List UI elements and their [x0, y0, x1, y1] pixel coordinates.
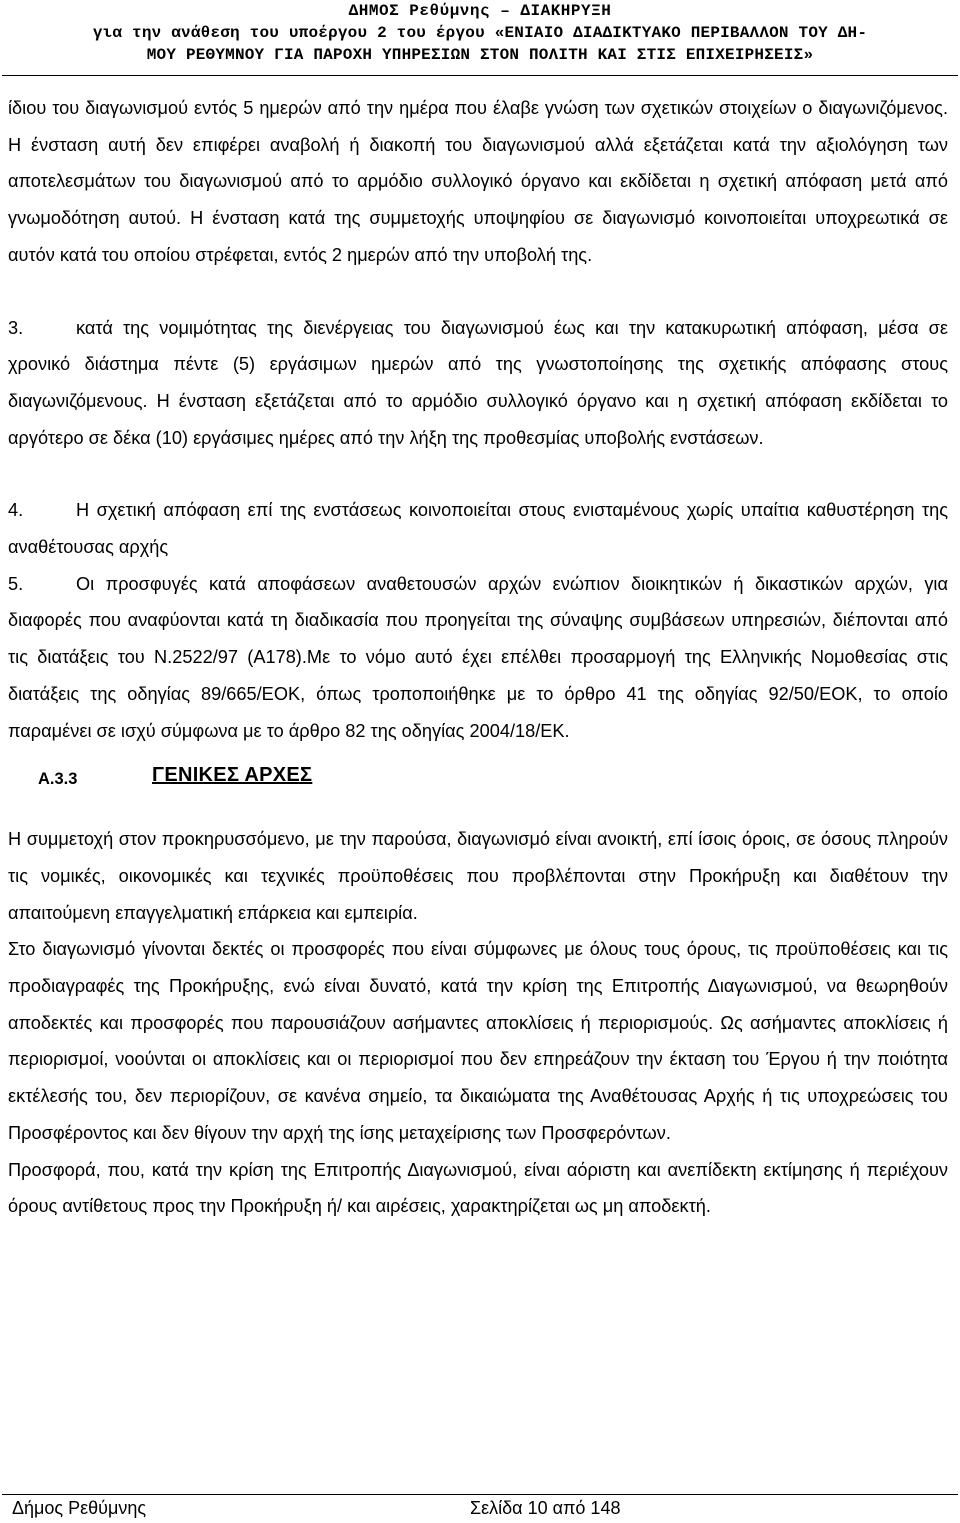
header-subtitle-line-1: για την ανάθεση του υποέργου 2 του έργου «ΕΝΙΑΙΟ ΔΙΑΔΙΚΤΥΑΚΟ ΠΕΡΙΒΑΛΛΟΝ ΤΟΥ ΔΗ-: [92, 24, 868, 42]
spacer: [8, 274, 948, 310]
footer-divider: [2, 1494, 958, 1495]
list-item-number: 3.: [8, 317, 24, 338]
header-subtitle-line-2: ΜΟΥ ΡΕΘΥΜΝΟΥ ΓΙΑ ΠΑΡΟΧΗ ΥΠΗΡΕΣΙΩΝ ΣΤΟΝ ΠΟΛΙΤΗ ΚΑΙ ΣΤΙΣ ΕΠΙΧΕΙΡΗΣΕΙΣ»: [146, 46, 814, 64]
list-item-text: Η σχετική απόφαση επί της ενστάσεως κοινοποιείται στους ενισταμένους χωρίς υπαίτια καθυστέρηση της αναθέτουσας αρχής: [8, 500, 948, 558]
spacer: [8, 456, 948, 492]
paragraph-general-1: Η συμμετοχή στον προκηρυσσόμενο, με την παρούσα, διαγωνισμό είναι ανοικτή, επί ίσοις όροις, σε όσους πληρούν τις νομικές, οικονομικές και τεχνικές προϋποθέσεις που προβλέπονται στην Προκήρυξη και διαθέτουν την απαιτούμενη επαγγελματική επάρκεια και εμπειρία.: [8, 829, 948, 923]
section-title: ΓΕΝΙΚΕΣ ΑΡΧΕΣ: [152, 764, 313, 787]
list-item-4: [8, 492, 948, 565]
list-item-5: [8, 566, 948, 750]
header-title: ΔΗΜΟΣ Ρεθύμνης – ΔΙΑΚΗΡΥΞΗ: [348, 2, 612, 20]
document-body: [8, 90, 948, 1225]
list-item-3: [8, 310, 948, 457]
section-number: Α.3.3: [38, 770, 78, 789]
list-item-text: κατά της νομιμότητας της διενέργειας του διαγωνισμού έως και την κατακυρωτική απόφαση, μέσα σε χρονικό διάστημα πέντε (5) εργάσιμων ημερών από της γνωστοποίησης της σχετικής απόφασης στους διαγωνιζόμενους. Η ένσταση εξετάζεται από το αρμόδιο συλλογικό όργανο και η σχετική απόφαση εκδίδεται το αργότερο σε δέκα (10) εργάσιμες ημέρες από την λήξη της προθεσμίας υποβολής ενστάσεων.: [8, 317, 948, 448]
footer-municipality: Δήμος Ρεθύμνης: [12, 1498, 147, 1518]
section-heading: [8, 749, 948, 805]
list-item-text: Οι προσφυγές κατά αποφάσεων αναθετουσών αρχών ενώπιον διοικητικών ή δικαστικών αρχών, για διαφορές που αναφύονται κατά τη διαδικασία που προηγείται της σύναψης συμβάσεων υπηρεσιών, διέπονται από τις διατάξεις του Ν.2522/97 (Α178).Με το νόμο αυτό έχει επέλθει προσαρμογή της Ελληνικής Νομοθεσίας στις διατάξεις της οδηγίας 89/665/ΕΟΚ, όπως τροποποιήθηκε με το όρθρο 41 της οδηγίας 92/50/ΕΟΚ, το οποίο παραμένει σε ισχύ σύμφωνα με το άρθρο 82 της οδηγίας 2004/18/ΕΚ.: [8, 573, 948, 741]
paragraph-general-3: Προσφορά, που, κατά την κρίση της Επιτροπής Διαγωνισμού, είναι αόριστη και ανεπίδεκτη εκτίμησης ή περιέχουν όρους αντίθετους προς την Προκήρυξη ή/ και αιρέσεις, χαρακτηρίζεται ως μη αποδεκτή.: [8, 1159, 948, 1217]
header-divider: [2, 75, 958, 76]
page-header: [0, 0, 960, 66]
paragraph-objection-continued: ίδιου του διαγωνισμού εντός 5 ημερών από την ημέρα που έλαβε γνώση των σχετικών στοιχείων ο διαγωνιζόμενος. Η ένσταση αυτή δεν επιφέρει αναβολή ή διακοπή του διαγωνισμού αλλά εξετάζεται κατά την αξιολόγηση των αποτελεσμάτων του διαγωνισμού από το αρμόδιο συλλογικό όργανο και εκδίδεται η σχετική απόφαση μετά από γνωμοδότηση αυτού. Η ένσταση κατά της συμμετοχής υποψηφίου σε διαγωνισμό κοινοποιείται υποχρεωτικά σε αυτόν κατά του οποίου στρέφεται, εντός 2 ημερών από την υποβολή της.: [8, 98, 948, 265]
list-item-number: 5.: [8, 573, 24, 594]
spacer: [8, 805, 948, 821]
footer-page-number: Σελίδα 10 από 148: [470, 1498, 621, 1518]
list-item-number: 4.: [8, 500, 24, 521]
paragraph-general-2: Στο διαγωνισμό γίνονται δεκτές οι προσφορές που είναι σύμφωνες με όλους τους όρους, τις προϋποθέσεις και τις προδιαγραφές της Προκήρυξης, ενώ είναι δυνατό, κατά την κρίση της Επιτροπής Διαγωνισμού, να θεωρηθούν αποδεκτές και προσφορές που παρουσιάζουν ασήμαντες αποκλίσεις ή περιορισμούς. Ως ασήμαντες αποκλίσεις ή περιορισμοί, νοούνται οι αποκλίσεις και οι περιορισμοί που δεν επηρεάζουν την έκταση του Έργου ή την ποιότητα εκτέλεσής του, δεν περιορίζουν, σε κανένα σημείο, τα δικαιώματα της Αναθέτουσας Αρχής ή τις υποχρεώσεις του Προσφέροντος και δεν θίγουν την αρχή της ίσης μεταχείρισης των Προσφερόντων.: [8, 939, 948, 1143]
